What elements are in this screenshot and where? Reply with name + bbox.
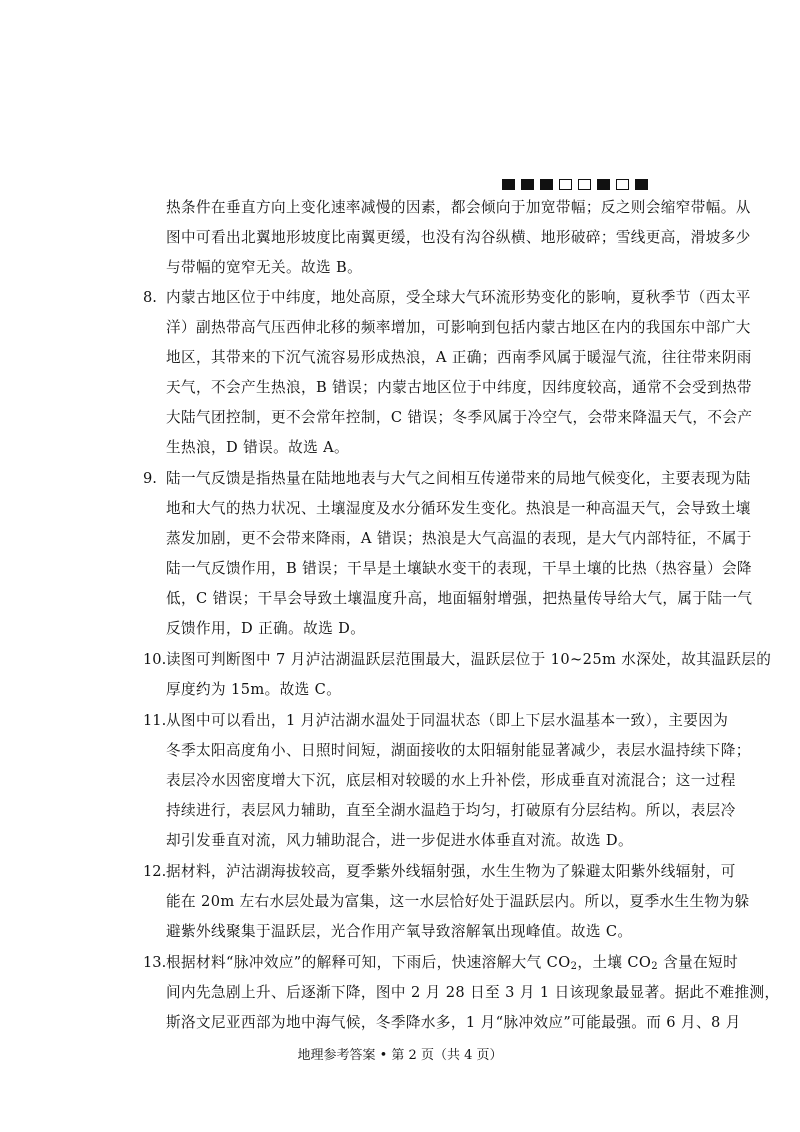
page-footer: 地理参考答案 • 第 2 页（共 4 页） xyxy=(297,1048,503,1063)
answer-number: 10. xyxy=(143,651,167,668)
answer-line: 内蒙古地区位于中纬度，地处高原，受全球大气环流形势变化的影响，夏秋季节（西太平 xyxy=(166,289,751,306)
answer-line: 根据材料“脉冲效应”的解释可知，下雨后，快速溶解大气 $CO_2$，土壤 $CO_2$ 含量在短时 xyxy=(166,954,739,972)
answer-line: 反馈作用，D 正确。故选 D。 xyxy=(166,620,366,637)
answer-line: 地区，其带来的下沉气流容易形成热浪，A 正确；西南季风属于暖湿气流，往往带来阴雨 xyxy=(166,349,752,366)
answer-number: 12. xyxy=(143,863,167,880)
answer-line: 据材料，泸沽湖海拔较高，夏季紫外线辐射强，水生生物为了躲避太阳紫外线辐射，可 xyxy=(166,863,736,880)
answer-mark xyxy=(635,179,648,190)
answer-line: 斯洛文尼亚西部为地中海气候，冬季降水多，1 月“脉冲效应”可能最强。而 6 月、8 月 xyxy=(166,1014,741,1031)
answer-line: 能在 20m 左右水层处最为富集，这一水层恰好处于温跃层内。所以，夏季水生生物为躲 xyxy=(166,893,750,910)
intro-line: 热条件在垂直方向上变化速率减慢的因素，都会倾向于加宽带幅；反之则会缩窄带幅。从 xyxy=(166,199,751,216)
answer-line: 低，C 错误；干旱会导致土壤温度升高，地面辐射增强，把热量传导给大气，属于陆一气 xyxy=(166,590,753,607)
answer-line: 厚度约为 15m。故选 C。 xyxy=(166,681,342,698)
answer-mark xyxy=(559,179,572,190)
answer-line: 陆一气反馈是指热量在陆地地表与大气之间相互传递带来的局地气候变化，主要表现为陆 xyxy=(166,470,751,487)
answer-number: 13. xyxy=(143,954,167,971)
answer-mark xyxy=(540,179,553,190)
answer-marks xyxy=(502,179,648,190)
intro-line: 与带幅的宽窄无关。故选 B。 xyxy=(166,259,363,276)
answer-line: 读图可判断图中 7 月泸沽湖温跃层范围最大，温跃层位于 10~25m 水深处，故其温跃层的 xyxy=(166,651,772,668)
answer-line: 持续进行，表层风力辅助，直至全湖水温趋于均匀，打破原有分层结构。所以，表层冷 xyxy=(166,802,736,819)
answer-line: 天气，不会产生热浪，B 错误；内蒙古地区位于中纬度，因纬度较高，通常不会受到热带 xyxy=(166,379,752,396)
answer-mark xyxy=(597,179,610,190)
answer-line: 冬季太阳高度角小、日照时间短，湖面接收的太阳辐射能显著减少，表层水温持续下降； xyxy=(166,742,751,759)
answer-number: 11. xyxy=(143,712,167,729)
answer-mark xyxy=(616,179,629,190)
answer-mark xyxy=(521,179,534,190)
answer-line: 表层冷水因密度增大下沉，底层相对较暖的水上升补偿，形成垂直对流混合；这一过程 xyxy=(166,772,736,789)
answer-line: 地和大气的热力状况、土壤湿度及水分循环发生变化。热浪是一种高温天气，会导致土壤 xyxy=(166,500,751,517)
answer-line: 蒸发加剧，更不会带来降雨，A 错误；热浪是大气高温的表现，是大气内部特征，不属于 xyxy=(166,530,752,547)
answer-line: 大陆气团控制，更不会常年控制，C 错误；冬季风属于冷空气，会带来降温天气，不会产 xyxy=(166,409,753,426)
answer-line: 避紫外线聚集于温跃层，光合作用产氧导致溶解氧出现峰值。故选 C。 xyxy=(166,923,633,940)
answer-line: 生热浪，D 错误。故选 A。 xyxy=(166,439,350,456)
answer-number: 8. xyxy=(143,289,157,306)
answer-line: 洋）副热带高气压西伸北移的频率增加，可影响到包括内蒙古地区在内的我国东中部广大 xyxy=(166,319,751,336)
answer-line: 陆一气反馈作用，B 错误；干旱是土壤缺水变干的表现，干旱土壤的比热（热容量）会降 xyxy=(166,560,752,577)
answer-line: 却引发垂直对流，风力辅助混合，进一步促进水体垂直对流。故选 D。 xyxy=(166,832,633,849)
intro-line: 图中可看出北翼地形坡度比南翼更缓，也没有沟谷纵横、地形破碎；雪线更高，滑坡多少 xyxy=(166,229,751,246)
answer-mark xyxy=(502,179,515,190)
answer-number: 9. xyxy=(143,470,157,487)
answer-mark xyxy=(578,179,591,190)
answer-line: 间内先急剧上升、后逐渐下降，图中 2 月 28 日至 3 月 1 日该现象最显著。据此不难推测， xyxy=(166,984,780,1001)
answer-line: 从图中可以看出，1 月泸沽湖水温处于同温状态（即上下层水温基本一致），主要因为 xyxy=(166,712,729,729)
